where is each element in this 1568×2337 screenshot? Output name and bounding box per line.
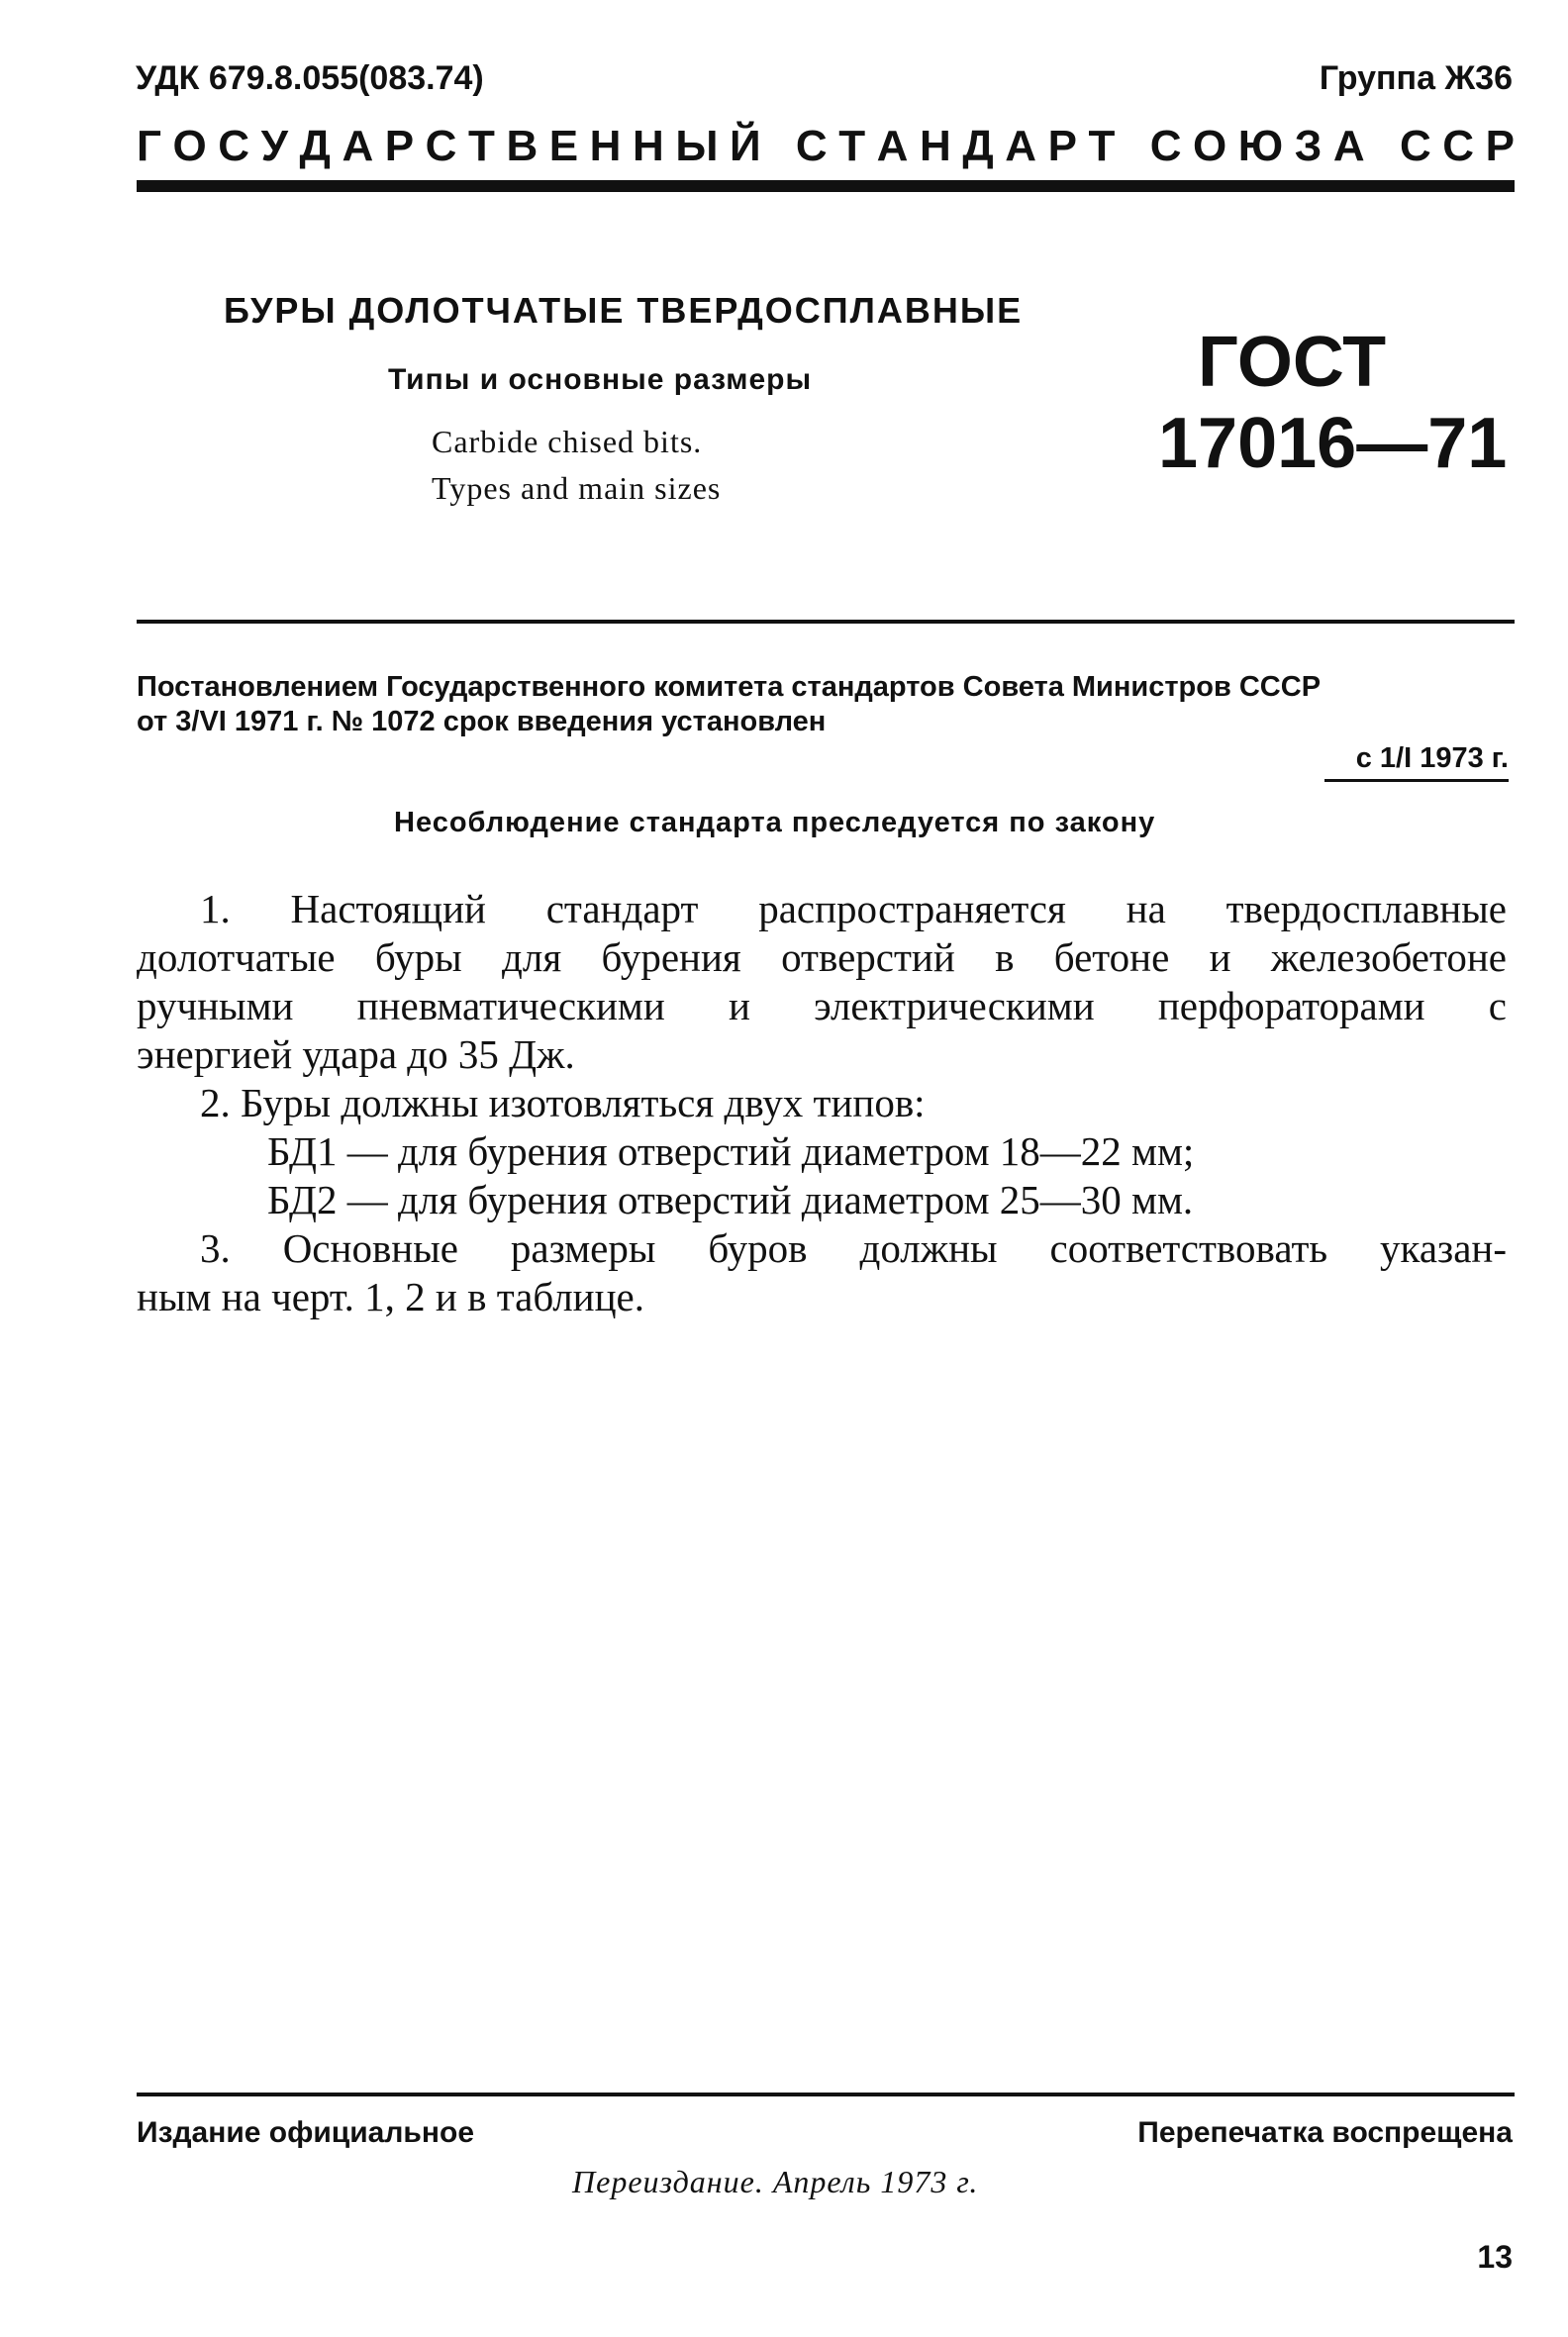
standard-title-en-line2: Types and main sizes bbox=[432, 470, 722, 506]
decree-line-2: от 3/VI 1971 г. № 1072 срок введения установлен bbox=[137, 706, 827, 737]
heading-letter: Н bbox=[920, 122, 951, 170]
heading-letter: О bbox=[1193, 122, 1227, 170]
heading-letter: В bbox=[506, 122, 539, 170]
paragraph-3-line-1: 3. Основные размеры буров должны соответствовать указан- bbox=[200, 1225, 1507, 1271]
heading-letter bbox=[772, 122, 784, 171]
heading-letter: А bbox=[342, 122, 374, 170]
paragraph-1-line-1: 1. Настоящий стандарт распространяется на твердосплавные bbox=[200, 886, 1507, 931]
heading-letter: С bbox=[1399, 122, 1431, 170]
heading-letter bbox=[1376, 122, 1388, 171]
decree-line-1: Постановлением Государственного комитета стандартов Совета Министров СССР bbox=[137, 671, 1322, 703]
heading-letter: Е bbox=[548, 122, 579, 170]
heading-letter: С bbox=[425, 122, 457, 170]
heading-letter: Р bbox=[1047, 122, 1077, 170]
gost-label: ГОСТ bbox=[1198, 323, 1387, 402]
heading-letter: У bbox=[260, 122, 288, 170]
heading-letter: А bbox=[1332, 122, 1365, 170]
heading-letter bbox=[1127, 122, 1138, 171]
paragraph-2: 2. Буры должны изотовляться двух типов: bbox=[200, 1080, 926, 1125]
reprint-ban-label: Перепечатка воспрещена bbox=[1137, 2116, 1513, 2149]
page-number: 13 bbox=[1477, 2239, 1513, 2275]
section-rule bbox=[137, 620, 1515, 624]
effective-date: с 1/I 1973 г. bbox=[1324, 742, 1509, 782]
heading-letter: З bbox=[1294, 122, 1323, 170]
heading-letter: С bbox=[1149, 122, 1182, 170]
heading-letter: О bbox=[172, 122, 207, 170]
official-edition-label: Издание официальное bbox=[137, 2116, 475, 2149]
type-bd1-item: БД1 — для бурения отверстий диаметром 18—22 мм; bbox=[267, 1128, 1195, 1174]
paragraph-1-line-3: ручными пневматическими и электрическими перфораторами с bbox=[137, 983, 1507, 1028]
paragraph-1-line-4: энергией удара до 35 Дж. bbox=[137, 1031, 575, 1077]
heading-letter: Т bbox=[1088, 122, 1116, 170]
footer-rule bbox=[137, 2093, 1515, 2096]
heading-letter: С bbox=[795, 122, 828, 170]
heading-letter: Н bbox=[589, 122, 622, 170]
group-code: Группа Ж36 bbox=[1319, 59, 1513, 97]
paragraph-1-line-2: долотчатые буры для бурения отверстий в бетоне и железобетоне bbox=[137, 934, 1507, 980]
heading-letter: Т bbox=[838, 122, 866, 170]
heading-letter: Ю bbox=[1237, 122, 1284, 170]
heading-letter: Д bbox=[962, 122, 994, 170]
heading-letter: Г bbox=[137, 122, 161, 170]
heading-letter: А bbox=[1005, 122, 1037, 170]
heading-letter: Й bbox=[729, 122, 761, 170]
heading-letter: Т bbox=[468, 122, 495, 170]
heading-letter: С bbox=[1442, 122, 1475, 170]
legal-warning: Несоблюдение стандарта преследуется по закону bbox=[394, 807, 1156, 838]
standard-subtitle-ru: Типы и основные размеры bbox=[388, 363, 813, 396]
heading-letter: Р bbox=[1485, 122, 1515, 170]
gost-number: 17016—71 bbox=[1158, 404, 1508, 483]
heading-letter: Н bbox=[633, 122, 664, 170]
standard-title-ru: БУРЫ ДОЛОТЧАТЫЕ ТВЕРДОСПЛАВНЫЕ bbox=[224, 290, 1024, 331]
udk-code: УДК 679.8.055(083.74) bbox=[136, 59, 484, 97]
standard-title-en-line1: Carbide chised bits. bbox=[432, 424, 703, 459]
heading-letter: С bbox=[218, 122, 250, 170]
header-rule bbox=[137, 180, 1515, 192]
type-bd2-item: БД2 — для бурения отверстий диаметром 25—30 мм. bbox=[267, 1177, 1194, 1222]
state-standard-heading bbox=[137, 122, 1515, 171]
heading-letter: Д bbox=[299, 122, 331, 170]
heading-letter: Ы bbox=[675, 122, 719, 170]
reissue-note: Переиздание. Апрель 1973 г. bbox=[572, 2164, 979, 2199]
paragraph-3-line-2: ным на черт. 1, 2 и в таблице. bbox=[137, 1274, 644, 1319]
heading-letter: А bbox=[876, 122, 909, 170]
heading-letter: Р bbox=[384, 122, 415, 170]
